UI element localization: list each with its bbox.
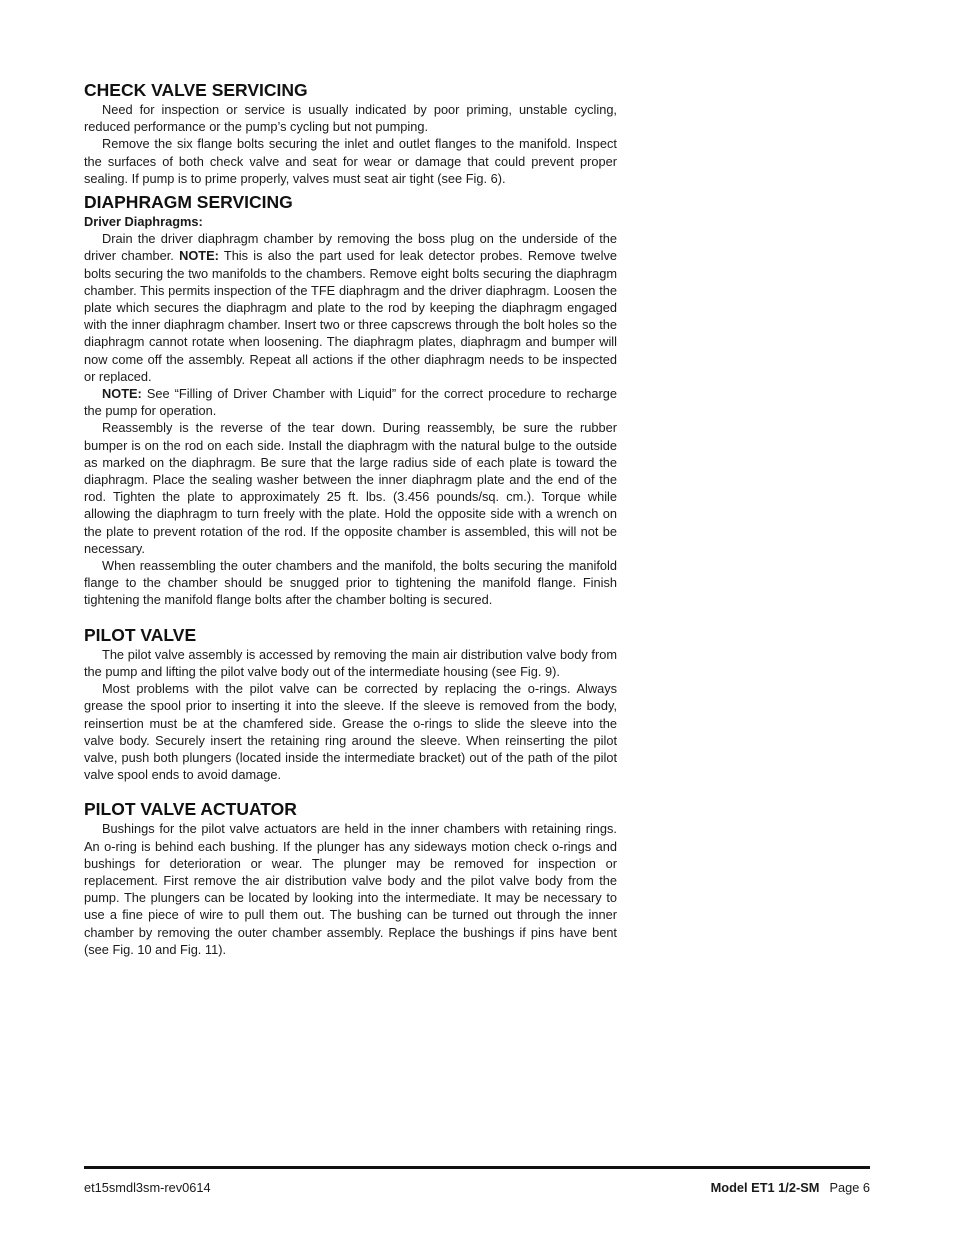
paragraph: Bushings for the pilot valve actuators are held in the inner chambers with retaining rings. An o-ring is behind each bushing. If the plunger has any sideways motion check o-rings and bushings for deterioration or wear. The plunger may be removed for inspection or replacement. First remove the air distribution valve body and the pilot valve body from the pump. The plungers can be located by looking into the intermediate. It may be necessary to use a fine piece of wire to pull them out. The bushing can be turned out through the inner chamber by removing the outer chamber assembly. Replace the bushings if pins have bent (see Fig. 10 and Fig. 11). [84, 821, 617, 957]
paragraph-text: This is also the part used for leak detector probes. Remove twelve bolts securing the two manifolds to the chambers. Remove eight bolts securing the diaphragm chamber. This permits inspection of the TFE diaphragm and the driver diaphragm. Loosen the plate which secures the diaphragm and plate to the rod by keeping the diaphragm engaged with the inner diaphragm chamber. Insert two or three capscrews through the bolt holes so the diaphragm cannot rotate when loosening. The diaphragm plates, diaphragm and bumper will now come off the assembly. Repeat all actions if the other diaphragm needs to be inspected or replaced. [84, 248, 617, 384]
footer-page-info [711, 1180, 870, 1195]
paragraph: When reassembling the outer chambers and the manifold, the bolts securing the manifold flange to the chamber should be snugged prior to tightening the manifold flange. Finish tightening the manifold flange bolts after the chamber bolting is secured. [84, 558, 617, 608]
note-label: NOTE: [179, 248, 219, 264]
paragraph-text: Drain the driver diaphragm chamber by removing the boss plug on the underside of the driver chamber. [84, 231, 617, 264]
paragraph: Remove the six flange bolts securing the inlet and outlet flanges to the manifold. Inspect the surfaces of both check valve and seat for wear or damage that could prevent proper sealing. If pump is to prime properly, valves must seat air tight (see Fig. 6). [84, 136, 617, 186]
paragraph: The pilot valve assembly is accessed by removing the main air distribution valve body from the pump and lifting the pilot valve body out of the intermediate housing (see Fig. 9). [84, 646, 617, 679]
footer-rule [84, 1166, 870, 1169]
paragraph: Need for inspection or service is usually indicated by poor priming, unstable cycling, reduced performance or the pump’s cycling but not pumping. [84, 102, 617, 135]
text-column [84, 80, 617, 958]
paragraph [84, 385, 617, 419]
footer-page-number: Page 6 [829, 1180, 870, 1195]
footer-doc-code: et15smdl3sm-rev0614 [84, 1180, 211, 1195]
heading-pilot-valve: PILOT VALVE [84, 624, 197, 645]
paragraph: Reassembly is the reverse of the tear down. During reassembly, be sure the rubber bumper is on the rod on each side. Install the diaphragm with the natural bulge to the outside as marked on the diaphragm. Be sure that the large radius side of each plate is toward the diaphragm. Place the sealing washer between the inner diaphragm plate and the end of the rod. Tighten the plate to approximately 25 ft. lbs. (3.456 pounds/sq. cm.). Torque while allowing the diaphragm to turn freely with the plate. Hold the opposite side with a wrench on the plate to prevent rotation of the rod. If the opposite chamber is assembled, this will not be necessary. [84, 420, 617, 556]
heading-check-valve-servicing: CHECK VALVE SERVICING [84, 80, 308, 100]
footer-model: Model ET1 1/2-SM [710, 1180, 820, 1195]
heading-pilot-valve-actuator: PILOT VALVE ACTUATOR [84, 799, 297, 820]
paragraph: Most problems with the pilot valve can be corrected by replacing the o-rings. Always grease the spool prior to inserting it into the sleeve. If the sleeve is removed from the body, reinsertion must be at the chamfered side. Grease the o-rings to slide the sleeve into the valve body. Securely insert the retaining ring around the sleeve. When reinserting the pilot valve, push both plungers (located inside the intermediate bracket) out of the path of the pilot valve spool ends to avoid damage. [84, 681, 617, 783]
heading-diaphragm-servicing: DIAPHRAGM SERVICING [84, 192, 293, 213]
note-label: NOTE: [102, 386, 142, 402]
paragraph [84, 230, 617, 385]
subheading-driver-diaphragms: Driver Diaphragms: [84, 214, 203, 230]
paragraph-text: See “Filling of Driver Chamber with Liquid” for the correct procedure to recharge the pump for operation. [84, 386, 617, 419]
